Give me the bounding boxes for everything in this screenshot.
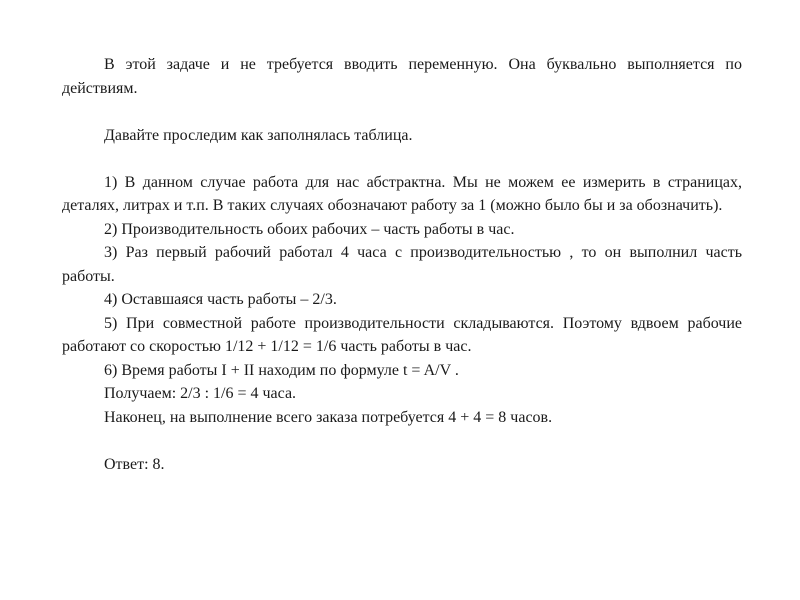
step-5: 5) При совместной работе производительности складываются. Поэтому вдвоем рабочие работают со скоростью 1/12 + 1/12 = 1/6 часть работы в час. bbox=[62, 314, 742, 355]
result-line: Получаем: 2/3 : 1/6 = 4 часа. bbox=[104, 385, 297, 402]
spacer bbox=[62, 429, 742, 453]
document-body bbox=[62, 53, 742, 476]
step-4: 4) Оставшаяся часть работы – 2/3. bbox=[104, 291, 337, 308]
answer-line: Ответ: 8. bbox=[104, 455, 165, 473]
spacer bbox=[62, 100, 742, 124]
step-3: 3) Раз первый рабочий работал 4 часа с производительностью , то он выполнил часть работы. bbox=[62, 244, 742, 285]
step-1: 1) В данном случае работа для нас абстрактна. Мы не можем ее измерить в страницах, деталях, литрах и т.п. В таких случаях обозначают работу за 1 (можно было бы и за обозначить). bbox=[62, 173, 742, 214]
step-6: 6) Время работы I + II находим по формуле t = A/V . bbox=[104, 361, 459, 379]
step-2: 2) Производительность обоих рабочих – часть работы в час. bbox=[104, 220, 515, 238]
spacer bbox=[62, 147, 742, 171]
paragraph-table-note: Давайте проследим как заполнялась таблица. bbox=[104, 126, 413, 144]
final-line: Наконец, на выполнение всего заказа потребуется 4 + 4 = 8 часов. bbox=[104, 408, 553, 426]
paragraph-intro: В этой задаче и не требуется вводить переменную. Она буквально выполняется по действиям. bbox=[62, 56, 742, 97]
